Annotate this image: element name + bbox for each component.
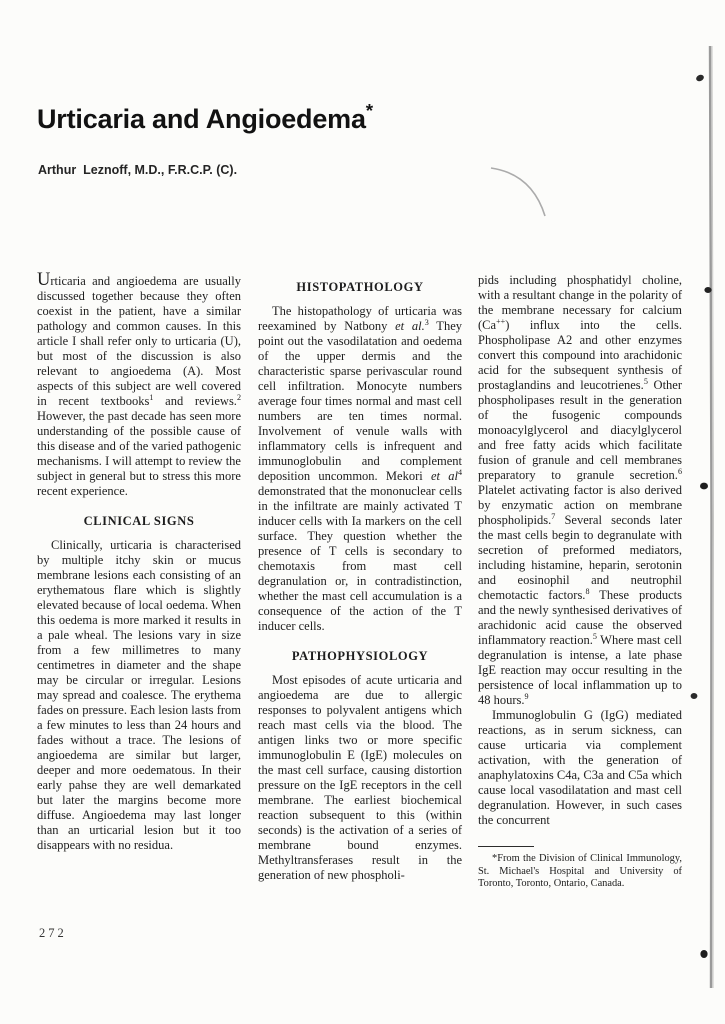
author-line: Arthur Leznoff, M.D., F.R.C.P. (C). xyxy=(38,163,238,177)
clinical-signs-paragraph: Clinically, urticaria is characterised by multiple itchy skin or mucus membrane lesions each consisting of an erythematous flare which is slightly elevated because of local oedema. When this oedema is more marked it results in a pale wheal. The lesions vary in size from a few millimetres to many centimetres in diameter and the shape may be circular or irregular. Lesions may spread and coalesce. The erythema fades on pressure. Each lesion lasts from a few minutes to less than 24 hours and fades without a trace. The lesions of angioedema are similar but larger, deeper and more oedematous. In their early pahse they are well demarkated but later the margins become more diffuse. Angioedema may last longer than an urticarial lesion but it too disappears with no residua. xyxy=(37,538,241,852)
column-1 xyxy=(37,270,241,853)
ink-speck-3 xyxy=(700,483,708,490)
histopathology-paragraph: The histopathology of urticaria was reexamined by Natbony et al.$^3$ They point out the vasodilatation and oedema of the upper dermis and the characteristic sparse perivascular round cell infiltration. Monocyte numbers average four times normal and mast cell numbers are ten times normal. Involvement of venule walls with inflammatory cells is infrequent and immunoglobulin and complement deposition uncommon. Mekori et $al^4$ demonstrated that the mononuclear cells in the infiltrate are mainly activated T inducer cells with Ia markers on the cell surface. They question whether the presence of T cells is secondary to chemotaxis from mast cell degranulation or, in contradistinction, whether the mast cell accumulation is a consequence of the action of the T inducer cells. xyxy=(258,304,462,633)
footnote-divider xyxy=(478,846,534,847)
column-3 xyxy=(478,273,682,891)
pathophysiology-continued-paragraph: pids including phosphatidyl choline, with a resultant change in the polarity of the membrane necessary for calcium (Ca++) influx into the cells. Phospholipase A2 and other enzymes convert this compound into arachidonic acid for the subsequent synthesis of prostaglandins and leucotrienes.$^5$ Other phospholipases result in the generation of the fusogenic compounds monoacylglycerol and diacylglycerol and free fatty acids which facilitate fusion of granule and cell membranes preparatory to granule secretion.$^6$ Platelet activating factor is also derived by enzymatic action on membrane phospholipids.$^7$ Several seconds later the mast cells begin to degranulate with secretion of preformed mediators, including histamine, heparin, serotonin and eosinophil and neutrophil chemotactic factors.$^8$ These products and the newly synthesised derivatives of arachidonic acid cause the observed inflammatory reaction.$^5$ Where mast cell degranulation is intense, a late phase IgE reaction may occur resulting in the persistence of local inflammation up to 48 hours.$^9$ xyxy=(478,273,683,707)
pathophysiology-paragraph: Most episodes of acute urticaria and angioedema are due to allergic responses to polyvalent antigens which reach mast cells via the blood. The antigen links two or more specific immunoglobulin E (IgE) molecules on the mast cell surface, causing distortion pressure on the IgE receptors in the cell membrane. The earliest biochemical reaction subsequent to this (within seconds) is the activation of a series of membrane bound enzymes. Methyltransferases result in the generation of new phospholi- xyxy=(258,673,462,882)
ink-speck-4 xyxy=(691,693,698,699)
column-2 xyxy=(258,273,462,883)
binding-edge-highlight xyxy=(712,46,714,988)
article-title-text: Urticaria and Angioedema xyxy=(37,104,366,134)
clinical-signs-heading: CLINICAL SIGNS xyxy=(83,514,195,528)
ink-speck-5 xyxy=(700,950,707,958)
igg-paragraph: Immunoglobulin G (IgG) mediated reactions, as in serum sickness, can cause urticaria via complement activation, with the generation of anaphylatoxins C4a, C3a and C5a which cause local vasodilatation and mast cell degranulation. However, in such cases the concurrent xyxy=(478,708,682,827)
title-footnote-asterisk: * xyxy=(365,101,373,123)
histopathology-heading: HISTOPATHOLOGY xyxy=(296,280,424,294)
footnote-text: *From the Division of Clinical Immunology, St. Michael's Hospital and University of Toronto, Toronto, Ontario, Canada. xyxy=(478,853,682,890)
ink-speck-2 xyxy=(704,287,711,293)
binding-edge-line xyxy=(710,46,712,988)
pathophysiology-heading: PATHOPHYSIOLOGY xyxy=(291,649,429,663)
curved-hair-artifact xyxy=(491,168,545,216)
intro-paragraph: Urticaria and angioedema are usually discussed together because they often coexist in the patient, have a similar pathology and common causes. In this article I shall refer only to urticaria (U), but most of the discussion is also relevant to angioedema (A). Most aspects of this subject are well covered in recent textbooks$^1$ and reviews.$^2$ However, the past decade has seen more understanding of the possible cause of this disease and of the varied pathogenic mechanisms. I will attempt to review the subject in general but to stress this more recent experience. xyxy=(37,270,241,498)
ink-speck-1 xyxy=(695,74,705,83)
page-number: 272 xyxy=(39,926,67,940)
article-title xyxy=(37,101,373,135)
